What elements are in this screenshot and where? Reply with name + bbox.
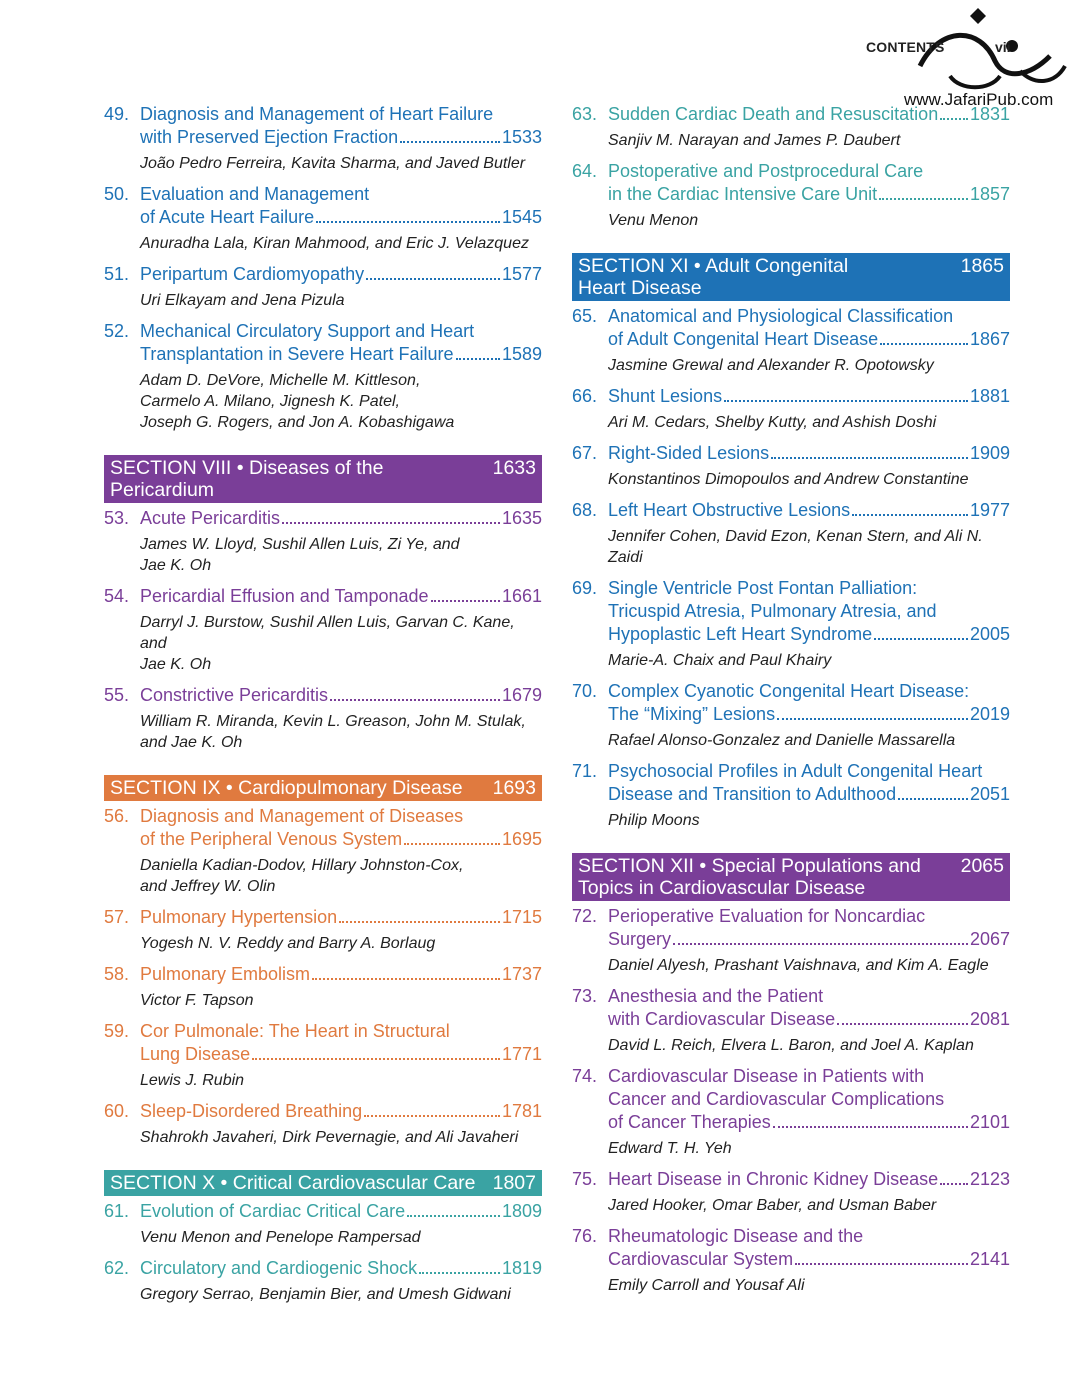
chapter-number: 75. — [572, 1169, 598, 1189]
chapter-title-text: The “Mixing” Lesions — [608, 704, 776, 724]
chapter-page-number: 1781 — [501, 1101, 542, 1121]
toc-entry[interactable] — [572, 1225, 1010, 1304]
chapter-title-last-line — [140, 206, 542, 229]
running-header: CONTENTS — [866, 39, 945, 55]
toc-entry[interactable] — [104, 1100, 542, 1156]
chapter-body — [140, 263, 542, 319]
chapter-number: 57. — [104, 907, 130, 927]
chapter-number: 51. — [104, 264, 130, 284]
chapter-page-number: 2141 — [969, 1249, 1010, 1269]
chapter-title-text: Pericardial Effusion and Tamponade — [140, 586, 429, 606]
chapter-number: 54. — [104, 586, 130, 606]
chapter-body — [608, 442, 1010, 498]
chapter-page-number: 1577 — [501, 264, 542, 284]
chapter-authors: Anuradha Lala, Kiran Mahmood, and Eric J. Velazquez — [140, 235, 529, 252]
dot-leader — [940, 118, 968, 120]
chapter-title-text: Constrictive Pericarditis — [140, 685, 329, 705]
chapter-page-number: 1715 — [501, 907, 542, 927]
chapter-page-number: 2019 — [969, 704, 1010, 724]
chapter-title-text: Sleep-Disordered Breathing — [140, 1101, 363, 1121]
chapter-title-text: Evolution of Cardiac Critical Care — [140, 1201, 406, 1221]
chapter-title-last-line — [140, 263, 542, 286]
chapter-body — [608, 680, 1010, 759]
dot-leader — [771, 457, 968, 459]
dot-leader — [724, 400, 968, 402]
chapter-page-number: 1857 — [969, 184, 1010, 204]
toc-entry[interactable] — [572, 680, 1010, 759]
chapter-title-last-line — [140, 343, 542, 366]
toc-entry[interactable] — [572, 305, 1010, 384]
chapter-title-last-line — [608, 183, 1010, 206]
chapter-title-text: Sudden Cardiac Death and Resuscitation — [608, 104, 939, 124]
chapter-title-line: Psychosocial Profiles in Adult Congenital Heart — [608, 761, 983, 781]
toc-entry[interactable] — [572, 103, 1010, 159]
chapter-body — [140, 103, 542, 182]
chapter-authors: Jasmine Grewal and Alexander R. Opotowsky — [608, 357, 934, 374]
chapter-page-number: 1909 — [969, 443, 1010, 463]
chapter-body — [140, 320, 542, 441]
chapter-title-last-line — [140, 1100, 542, 1123]
chapter-title-line: Tricuspid Atresia, Pulmonary Atresia, and — [608, 601, 937, 621]
chapter-authors: Sanjiv M. Narayan and James P. Daubert — [608, 132, 901, 149]
chapter-authors: Marie-A. Chaix and Paul Khairy — [608, 652, 832, 669]
chapter-number: 49. — [104, 104, 130, 124]
chapter-number: 50. — [104, 184, 130, 204]
chapter-page-number: 1679 — [501, 685, 542, 705]
section-header — [104, 455, 542, 503]
chapter-title-text: Disease and Transition to Adulthood — [608, 784, 897, 804]
section-page-number: 1807 — [492, 1172, 536, 1194]
chapter-body — [608, 160, 1010, 239]
dot-leader — [404, 843, 500, 845]
chapter-body — [140, 805, 542, 905]
chapter-page-number: 1867 — [969, 329, 1010, 349]
chapter-authors: Jared Hooker, Omar Baber, and Usman Baber — [608, 1197, 937, 1214]
section-page-number: 1693 — [492, 777, 536, 799]
chapter-title-text: Acute Pericarditis — [140, 508, 281, 528]
dot-leader — [773, 1126, 968, 1128]
chapter-title-last-line — [608, 1008, 1010, 1031]
chapter-title-text: Cardiovascular System — [608, 1249, 794, 1269]
dot-leader — [407, 1215, 500, 1217]
chapter-title-line: Evaluation and Management — [140, 184, 370, 204]
section-title: SECTION VIII • Diseases of the Pericardium — [110, 457, 384, 501]
chapter-number: 64. — [572, 161, 598, 181]
toc-entry[interactable] — [572, 905, 1010, 984]
chapter-authors: David L. Reich, Elvera L. Baron, and Joel A. Kaplan — [608, 1037, 974, 1054]
toc-entry[interactable] — [104, 963, 542, 1019]
chapter-authors: Philip Moons — [608, 812, 700, 829]
chapter-body — [608, 385, 1010, 441]
page-number: vii — [995, 39, 1011, 55]
dot-leader — [330, 699, 500, 701]
chapter-number: 61. — [104, 1201, 130, 1221]
chapter-body — [608, 1225, 1010, 1304]
section-title: SECTION XII • Special Populations and Topics in Cardiovascular Disease — [578, 855, 921, 899]
section-page-number: 1865 — [960, 255, 1004, 277]
chapter-page-number: 1831 — [969, 104, 1010, 124]
toc-entry[interactable] — [104, 1200, 542, 1256]
chapter-title-last-line — [608, 328, 1010, 351]
chapter-title-last-line — [140, 1257, 542, 1280]
chapter-title-text: Pulmonary Embolism — [140, 964, 311, 984]
toc-entry[interactable] — [572, 985, 1010, 1064]
chapter-body — [608, 577, 1010, 679]
dot-leader — [880, 343, 968, 345]
chapter-title-text: Shunt Lesions — [608, 386, 723, 406]
toc-entry[interactable] — [572, 442, 1010, 498]
dot-leader — [312, 978, 500, 980]
chapter-body — [140, 906, 542, 962]
chapter-title-text: of Adult Congenital Heart Disease — [608, 329, 879, 349]
dot-leader — [940, 1183, 968, 1185]
chapter-body — [608, 1065, 1010, 1167]
watermark-url: www.JafariPub.com — [904, 90, 1054, 109]
chapter-authors: Gregory Serrao, Benjamin Bier, and Umesh Gidwani — [140, 1286, 511, 1303]
toc-entry[interactable] — [104, 906, 542, 962]
chapter-number: 76. — [572, 1226, 598, 1246]
dot-leader — [400, 141, 500, 143]
chapter-authors: James W. Lloyd, Sushil Allen Luis, Zi Ye, and Jae K. Oh — [140, 536, 460, 574]
chapter-title-last-line — [608, 783, 1010, 806]
section-header — [572, 853, 1010, 901]
chapter-title-text: Circulatory and Cardiogenic Shock — [140, 1258, 418, 1278]
chapter-authors: Darryl J. Burstow, Sushil Allen Luis, Garvan C. Kane, and Jae K. Oh — [140, 614, 515, 673]
chapter-title-line: Diagnosis and Management of Heart Failure — [140, 104, 494, 124]
chapter-page-number: 1635 — [501, 508, 542, 528]
chapter-page-number: 2101 — [969, 1112, 1010, 1132]
chapter-title-last-line — [608, 499, 1010, 522]
dot-leader — [777, 718, 968, 720]
dot-leader — [874, 638, 968, 640]
chapter-title-last-line — [608, 1248, 1010, 1271]
chapter-page-number: 1771 — [501, 1044, 542, 1064]
toc-entry[interactable] — [104, 1257, 542, 1313]
chapter-number: 53. — [104, 508, 130, 528]
dot-leader — [316, 221, 500, 223]
chapter-number: 60. — [104, 1101, 130, 1121]
chapter-title-last-line — [140, 1200, 542, 1223]
chapter-authors: Venu Menon and Penelope Rampersad — [140, 1229, 421, 1246]
toc-entry[interactable] — [104, 507, 542, 584]
chapter-number: 65. — [572, 306, 598, 326]
chapter-title-line: Diagnosis and Management of Diseases — [140, 806, 464, 826]
chapter-page-number: 1533 — [501, 127, 542, 147]
chapter-title-text: Pulmonary Hypertension — [140, 907, 338, 927]
chapter-body — [140, 183, 542, 262]
chapter-title-last-line — [140, 126, 542, 149]
chapter-body — [608, 499, 1010, 576]
chapter-number: 63. — [572, 104, 598, 124]
dot-leader — [795, 1263, 968, 1265]
chapter-title-line: Anatomical and Physiological Classification — [608, 306, 954, 326]
chapter-body — [140, 1100, 542, 1156]
chapter-title-last-line — [140, 1043, 542, 1066]
dot-leader — [252, 1058, 500, 1060]
chapter-title-text: with Cardiovascular Disease — [608, 1009, 836, 1029]
chapter-title-text: in the Cardiac Intensive Care Unit — [608, 184, 878, 204]
chapter-title-line: Cardiovascular Disease in Patients with — [608, 1066, 925, 1086]
chapter-number: 56. — [104, 806, 130, 826]
chapter-title-text: Surgery — [608, 929, 672, 949]
dot-leader — [366, 278, 500, 280]
chapter-page-number: 1977 — [969, 500, 1010, 520]
chapter-title-text: Left Heart Obstructive Lesions — [608, 500, 851, 520]
chapter-title-last-line — [608, 928, 1010, 951]
chapter-authors: Edward T. H. Yeh — [608, 1140, 732, 1157]
toc-entry[interactable] — [572, 160, 1010, 239]
chapter-page-number: 2123 — [969, 1169, 1010, 1189]
dot-leader — [339, 921, 500, 923]
chapter-number: 58. — [104, 964, 130, 984]
chapter-number: 59. — [104, 1021, 130, 1041]
chapter-authors: Daniella Kadian-Dodov, Hillary Johnston-Cox, and Jeffrey W. Olin — [140, 857, 464, 895]
chapter-title-line: Cor Pulmonale: The Heart in Structural — [140, 1021, 450, 1041]
chapter-authors: Victor F. Tapson — [140, 992, 254, 1009]
chapter-body — [608, 760, 1010, 839]
chapter-number: 62. — [104, 1258, 130, 1278]
section-page-number: 2065 — [960, 855, 1004, 877]
chapter-title-line: Mechanical Circulatory Support and Heart — [140, 321, 475, 341]
chapter-title-last-line — [608, 1168, 1010, 1191]
chapter-number: 74. — [572, 1066, 598, 1086]
dot-leader — [898, 798, 968, 800]
chapter-body — [140, 1200, 542, 1256]
dot-leader — [456, 358, 500, 360]
chapter-title-last-line — [608, 623, 1010, 646]
chapter-body — [608, 305, 1010, 384]
toc-entry[interactable] — [572, 1168, 1010, 1224]
chapter-title-text: Heart Disease in Chronic Kidney Disease — [608, 1169, 939, 1189]
chapter-authors: Shahrokh Javaheri, Dirk Pevernagie, and Ali Javaheri — [140, 1129, 519, 1146]
chapter-body — [608, 985, 1010, 1064]
toc-entry[interactable] — [104, 805, 542, 905]
chapter-page-number: 1589 — [501, 344, 542, 364]
chapter-authors: Daniel Alyesh, Prashant Vaishnava, and Kim A. Eagle — [608, 957, 989, 974]
chapter-page-number: 1809 — [501, 1201, 542, 1221]
dot-leader — [837, 1023, 968, 1025]
toc-left-column — [104, 102, 542, 1313]
chapter-number: 66. — [572, 386, 598, 406]
chapter-title-line: Perioperative Evaluation for Noncardiac — [608, 906, 926, 926]
chapter-page-number: 1737 — [501, 964, 542, 984]
chapter-authors: Rafael Alonso-Gonzalez and Danielle Massarella — [608, 732, 956, 749]
dot-leader — [673, 943, 968, 945]
chapter-page-number: 2051 — [969, 784, 1010, 804]
toc-entry[interactable] — [572, 385, 1010, 441]
chapter-number: 68. — [572, 500, 598, 520]
toc-entry[interactable] — [104, 684, 542, 761]
chapter-authors: Ari M. Cedars, Shelby Kutty, and Ashish Doshi — [608, 414, 937, 431]
section-header — [104, 1170, 542, 1196]
chapter-page-number: 1661 — [501, 586, 542, 606]
toc-entry[interactable] — [104, 183, 542, 262]
chapter-authors: Yogesh N. V. Reddy and Barry A. Borlaug — [140, 935, 436, 952]
chapter-title-last-line — [140, 963, 542, 986]
section-title: SECTION X • Critical Cardiovascular Care — [110, 1172, 476, 1194]
chapter-title-text: Transplantation in Severe Heart Failure — [140, 344, 454, 364]
chapter-title-last-line — [608, 1111, 1010, 1134]
chapter-number: 70. — [572, 681, 598, 701]
chapter-title-text: with Preserved Ejection Fraction — [140, 127, 399, 147]
chapter-page-number: 1819 — [501, 1258, 542, 1278]
chapter-title-line: Postoperative and Postprocedural Care — [608, 161, 924, 181]
chapter-number: 52. — [104, 321, 130, 341]
chapter-title-text: Hypoplastic Left Heart Syndrome — [608, 624, 873, 644]
chapter-authors: Emily Carroll and Yousaf Ali — [608, 1277, 805, 1294]
dot-leader — [419, 1272, 500, 1274]
toc-entry[interactable] — [104, 1020, 542, 1099]
chapter-number: 55. — [104, 685, 130, 705]
chapter-title-last-line — [608, 442, 1010, 465]
chapter-number: 71. — [572, 761, 598, 781]
toc-entry[interactable] — [572, 1065, 1010, 1167]
toc-entry[interactable] — [572, 577, 1010, 679]
chapter-title-text: of Acute Heart Failure — [140, 207, 315, 227]
toc-entry[interactable] — [104, 263, 542, 319]
chapter-title-last-line — [140, 906, 542, 929]
chapter-title-last-line — [140, 585, 542, 608]
chapter-title-text: Peripartum Cardiomyopathy — [140, 264, 365, 284]
chapter-authors: Lewis J. Rubin — [140, 1072, 245, 1089]
chapter-authors: Jennifer Cohen, David Ezon, Kenan Stern, and Ali N. Zaidi — [608, 528, 983, 566]
chapter-number: 73. — [572, 986, 598, 1006]
chapter-body — [140, 1257, 542, 1313]
chapter-body — [140, 963, 542, 1019]
chapter-title-last-line — [608, 103, 1010, 126]
chapter-body — [140, 1020, 542, 1099]
chapter-title-last-line — [608, 703, 1010, 726]
chapter-title-last-line — [140, 507, 542, 530]
chapter-page-number: 1695 — [501, 829, 542, 849]
dot-leader — [364, 1115, 500, 1117]
section-header — [572, 253, 1010, 301]
toc-entry[interactable] — [104, 585, 542, 683]
toc-entry[interactable] — [572, 499, 1010, 576]
chapter-page-number: 1545 — [501, 207, 542, 227]
chapter-page-number: 1881 — [969, 386, 1010, 406]
dot-leader — [431, 600, 500, 602]
chapter-body — [140, 684, 542, 761]
section-title: SECTION XI • Adult Congenital Heart Disease — [578, 255, 849, 299]
chapter-title-text: Right-Sided Lesions — [608, 443, 770, 463]
chapter-authors: João Pedro Ferreira, Kavita Sharma, and Javed Butler — [140, 155, 526, 172]
chapter-page-number: 2081 — [969, 1009, 1010, 1029]
dot-leader — [852, 514, 968, 516]
chapter-title-line: Anesthesia and the Patient — [608, 986, 824, 1006]
chapter-body — [140, 507, 542, 584]
chapter-page-number: 2005 — [969, 624, 1010, 644]
chapter-title-text: of Cancer Therapies — [608, 1112, 771, 1132]
chapter-title-text: Lung Disease — [140, 1044, 251, 1064]
chapter-body — [608, 103, 1010, 159]
dot-leader — [879, 198, 968, 200]
chapter-number: 69. — [572, 578, 598, 598]
section-title: SECTION IX • Cardiopulmonary Disease — [110, 777, 463, 799]
chapter-title-last-line — [140, 684, 542, 707]
chapter-title-text: of the Peripheral Venous System — [140, 829, 403, 849]
chapter-body — [140, 585, 542, 683]
toc-entry[interactable] — [104, 320, 542, 441]
chapter-title-line: Single Ventricle Post Fontan Palliation: — [608, 578, 918, 598]
dot-leader — [282, 522, 500, 524]
chapter-title-line: Complex Cyanotic Congenital Heart Disease: — [608, 681, 970, 701]
chapter-authors: William R. Miranda, Kevin L. Greason, John M. Stulak, and Jae K. Oh — [140, 713, 526, 751]
section-header — [104, 775, 542, 801]
chapter-page-number: 2067 — [969, 929, 1010, 949]
chapter-body — [608, 1168, 1010, 1224]
chapter-number: 72. — [572, 906, 598, 926]
toc-entry[interactable] — [104, 103, 542, 182]
section-page-number: 1633 — [492, 457, 536, 479]
toc-right-column — [572, 102, 1010, 1304]
chapter-title-last-line — [608, 385, 1010, 408]
chapter-title-line: Rheumatologic Disease and the — [608, 1226, 864, 1246]
chapter-authors: Konstantinos Dimopoulos and Andrew Constantine — [608, 471, 969, 488]
chapter-title-last-line — [140, 828, 542, 851]
chapter-title-line: Cancer and Cardiovascular Complications — [608, 1089, 945, 1109]
chapter-authors: Uri Elkayam and Jena Pizula — [140, 292, 345, 309]
chapter-number: 67. — [572, 443, 598, 463]
chapter-body — [608, 905, 1010, 984]
toc-entry[interactable] — [572, 760, 1010, 839]
chapter-authors: Venu Menon — [608, 212, 699, 229]
chapter-authors: Adam D. DeVore, Michelle M. Kittleson, Carmelo A. Milano, Jignesh K. Patel, Joseph G. Rogers, and Jon A. Kobashigawa — [140, 372, 455, 431]
